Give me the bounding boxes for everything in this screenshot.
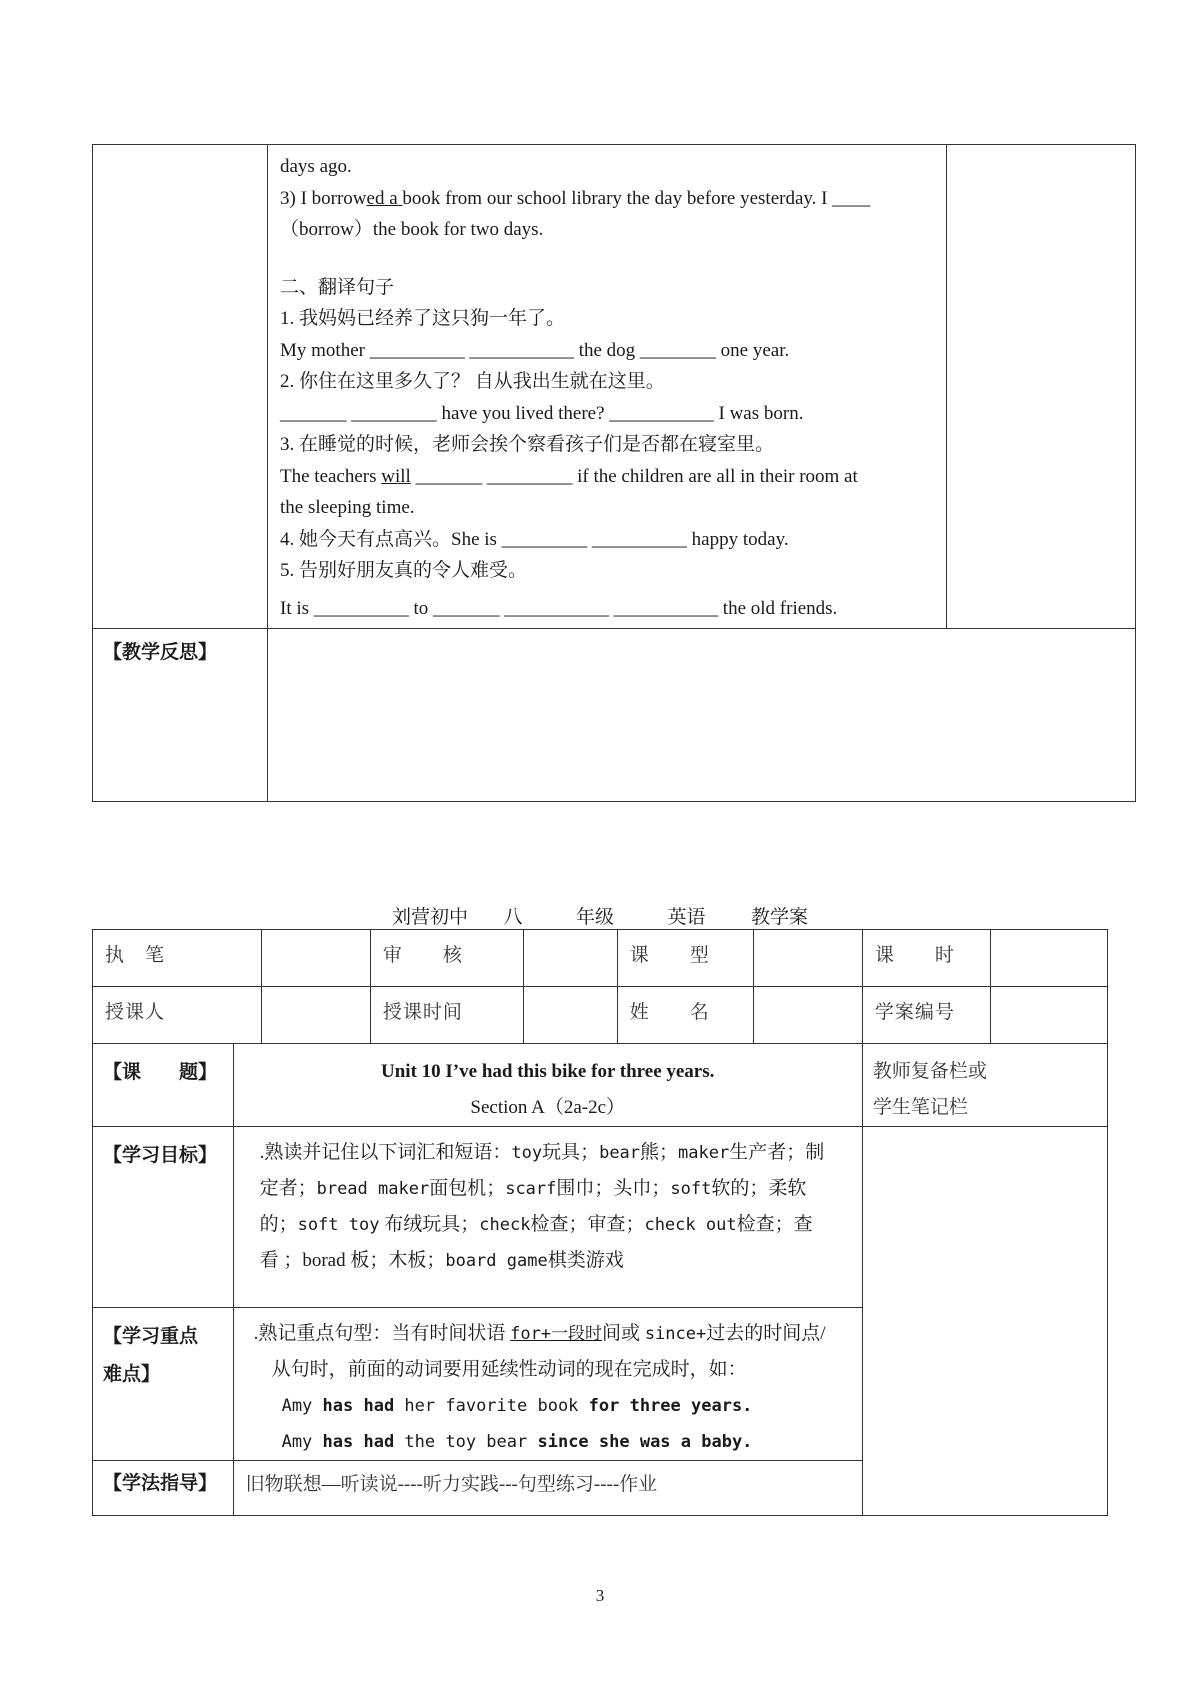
lesson-type-value-cell[interactable] xyxy=(753,930,862,987)
section-heading: 二、翻译句子 xyxy=(280,276,395,298)
answer-line: the sleeping time. xyxy=(280,497,415,518)
goals-label-cell xyxy=(93,1127,234,1308)
lesson-type-label-cell: 课 型 xyxy=(617,930,753,987)
question: 4. 她今天有点高兴。She is _________ __________ happy today. xyxy=(280,528,789,550)
question: 1. 我妈妈已经养了这只狗一年了。 xyxy=(280,308,566,329)
method-content-cell xyxy=(233,1461,862,1516)
reflection-content-cell xyxy=(268,629,1136,802)
lesson-table xyxy=(92,929,1108,1516)
answer-line: It is __________ to _______ ___________ ___________ the old friends. xyxy=(280,597,838,619)
grade-label: 年级 xyxy=(575,907,614,928)
method-label-cell xyxy=(93,1461,234,1516)
plan-number-label-cell: 学案编号 xyxy=(862,987,990,1044)
subject: 英语 xyxy=(667,907,706,928)
exercise-content-cell xyxy=(268,145,947,629)
topic-title-cell xyxy=(233,1044,862,1127)
school-name: 刘营初中 xyxy=(391,907,468,928)
teach-time-label-cell: 授课时间 xyxy=(370,987,523,1044)
reviewer-label-cell: 审 核 xyxy=(370,930,523,987)
doc-header xyxy=(0,902,1200,929)
author-value-cell[interactable] xyxy=(261,930,370,987)
plan-number-value-cell[interactable] xyxy=(991,987,1108,1044)
notes-header-cell xyxy=(862,1044,1107,1127)
exercise-right-cell xyxy=(947,145,1136,629)
notes-label: 教师复备栏或 xyxy=(872,1061,987,1082)
reflection-label: 【教学反思】 xyxy=(103,642,218,663)
goals-text: .熟读并记住以下词汇和短语：toy玩具；bear熊；maker生产者；制 定者；bread maker面包机；scarf围巾；头巾；soft软的；柔软 的；soft toy 布绒玩具；check检查；审查；check out检查；查 看 ；borad 板；木板；board game棋类游戏 xyxy=(259,1142,825,1271)
key-content-cell xyxy=(233,1308,862,1461)
reflection-label-cell xyxy=(93,629,268,802)
question: 2. 你住在这里多久了？ 自从我出生就在这里。 xyxy=(280,371,665,392)
notes-label: 学生笔记栏 xyxy=(872,1097,968,1118)
answer-line: My mother __________ ___________ the dog ________ one year. xyxy=(280,339,790,361)
name-label-cell: 姓 名 xyxy=(617,987,753,1044)
answer-line: _______ _________ have you lived there? ___________ I was born. xyxy=(280,402,804,424)
period-value-cell[interactable] xyxy=(991,930,1108,987)
teacher-value-cell[interactable] xyxy=(261,987,370,1044)
goals-label: 【学习目标】 xyxy=(103,1145,218,1166)
exercise-line: days ago. xyxy=(280,156,352,177)
name-value-cell[interactable] xyxy=(753,987,862,1044)
method-label: 【学法指导】 xyxy=(103,1473,218,1494)
key-label-cell xyxy=(93,1308,234,1461)
question: 3. 在睡觉的时候，老师会挨个察看孩子们是否都在寝室里。 xyxy=(280,434,775,455)
teach-time-value-cell[interactable] xyxy=(523,987,617,1044)
reviewer-value-cell[interactable] xyxy=(523,930,617,987)
section-title: Section A（2a-2c） xyxy=(470,1097,626,1118)
exercise-left-cell xyxy=(93,145,268,629)
key-label: 【学习重点 难点】 xyxy=(103,1326,199,1385)
notes-area-cell[interactable] xyxy=(862,1127,1107,1516)
doc-type: 教学案 xyxy=(751,907,809,928)
key-points-text: .熟记重点句型：当有时间状语 for+一段时间或 since+过去的时间点/ 从句时，前面的动词要用延续性动词的现在完成时，如： Amy has had her favorite book for three years. Amy has had the toy bear since she was a baby. xyxy=(253,1323,826,1452)
goals-content-cell xyxy=(233,1127,862,1308)
answer-line: The teachers will _______ _________ if the children are all in their room at xyxy=(280,465,858,487)
unit-title: Unit 10 I’ve had this bike for three years. xyxy=(381,1061,715,1082)
author-label-cell: 执 笔 xyxy=(93,930,262,987)
grade: 八 xyxy=(503,907,523,928)
teacher-label-cell: 授课人 xyxy=(93,987,262,1044)
topic-label-cell xyxy=(93,1044,234,1127)
exercise-table xyxy=(92,144,1136,802)
page-number: 3 xyxy=(595,1586,605,1605)
question: 5. 告别好朋友真的令人难受。 xyxy=(280,560,528,581)
exercise-line: 3) I borrowed a book from our school library the day before yesterday. I ____ xyxy=(280,187,871,209)
topic-label: 【课 题】 xyxy=(103,1062,218,1083)
method-text: 旧物联想—听读说----听力实践---句型练习----作业 xyxy=(245,1474,658,1495)
exercise-line: （borrow）the book for two days. xyxy=(280,219,544,240)
period-label-cell: 课 时 xyxy=(862,930,990,987)
